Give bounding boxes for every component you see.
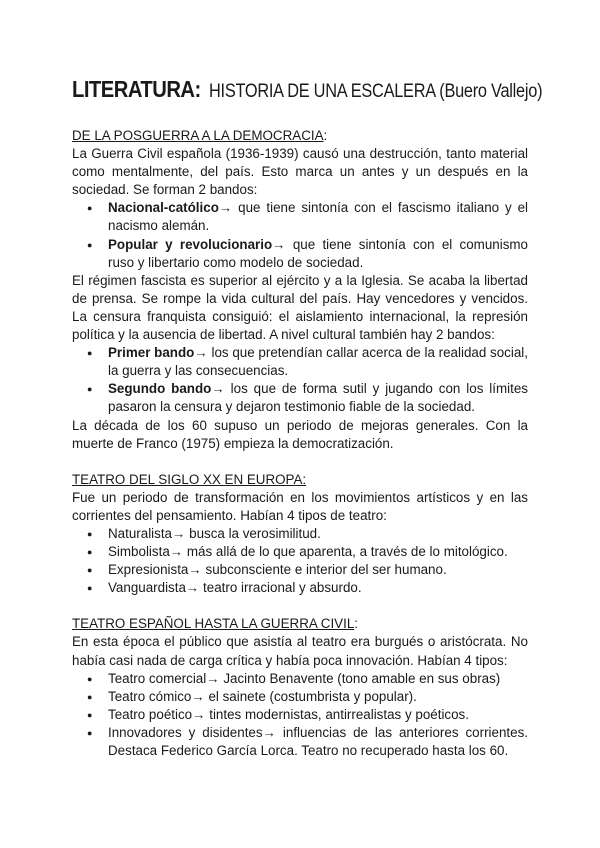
bullet-list: [72, 199, 528, 271]
item-text: los que de forma sutil y jugando con los límites pasaron la censura y dejaron testimonio fiable de la sociedad.: [108, 381, 528, 415]
bold-term: Primer bando→: [108, 345, 208, 361]
list-item: ● Vanguardista→ teatro irracional y absurdo.: [72, 579, 528, 597]
title-main: LITERATURA:: [72, 76, 201, 102]
list-item: [72, 380, 528, 416]
list-item: [72, 344, 528, 380]
list-item: ● Teatro cómico→ el sainete (costumbrista y popular).: [72, 688, 528, 706]
list-item: ● Innovadores y disidentes→ influencias de las anteriores corrientes. Destaca Federico García Lorca. Teatro no recuperado hasta los 60.: [72, 724, 528, 760]
heading-colon: :: [323, 128, 328, 143]
list-item: ● Expresionista→ subconsciente e interior del ser humano.: [72, 561, 528, 579]
bold-term: Popular y revolucionario→: [108, 236, 286, 252]
section-heading-line: [72, 615, 528, 633]
bullet-list: [72, 670, 528, 760]
section-posguerra: [72, 127, 528, 453]
list-item: [72, 236, 528, 272]
title-sub: HISTORIA DE UNA ESCALERA (Buero Vallejo): [208, 81, 542, 102]
bullet-list: [72, 525, 528, 597]
heading-colon: :: [354, 616, 359, 632]
section-heading: TEATRO DEL SIGLO XX EN EUROPA:: [72, 471, 307, 487]
item-text: que tiene sintonía con el fascismo italiano y el nacismo alemán.: [108, 200, 528, 234]
section-teatro-europa: [72, 471, 528, 598]
paragraph: La década de los 60 supuso un periodo de mejoras generales. Con la muerte de Franco (1975) empieza la democratización.: [72, 417, 528, 451]
list-item: ● Teatro comercial→ Jacinto Benavente (tono amable en sus obras): [72, 670, 528, 688]
bullet-list: [72, 344, 528, 416]
bold-term: Segundo bando→: [108, 381, 225, 397]
list-item: [72, 199, 528, 235]
section-heading: TEATRO ESPAÑOL HASTA LA GUERRA CIVIL: [72, 616, 355, 632]
paragraph: En esta época el público que asistía al teatro era burgués o aristócrata. No había casi nada de carga crítica y había poca innovación. Habían 4 tipos:: [72, 634, 528, 668]
document-title: [72, 76, 596, 103]
section-heading-line: [72, 127, 528, 145]
section-teatro-espanol: [72, 615, 528, 760]
list-item: ● Naturalista→ busca la verosimilitud.: [72, 525, 528, 543]
section-heading: DE LA POSGUERRA A LA DEMOCRACIA: [72, 128, 324, 143]
list-item: ● Teatro poético→ tintes modernistas, antirrealistas y poéticos.: [72, 706, 528, 724]
item-text: que tiene sintonía con el comunismo ruso y libertario como modelo de sociedad.: [108, 236, 528, 270]
document-body: [72, 127, 528, 778]
bold-term: Nacional-católico→: [108, 200, 233, 216]
paragraph: La Guerra Civil española (1936-1939) causó una destrucción, tanto material como mentalmente, del país. Esto marca un antes y un después en la sociedad. Se forman 2 bandos:: [72, 146, 528, 198]
list-item: ● Simbolista→ más allá de lo que aparenta, a través de lo mitológico.: [72, 543, 528, 561]
item-text: los que pretendían callar acerca de la realidad social, la guerra y las consecuencias.: [108, 345, 528, 379]
paragraph: El régimen fascista es superior al ejército y a la Iglesia. Se acaba la libertad de prensa. Se rompe la vida cultural del país. Hay vencedores y vencidos. La censura franquista consiguió: el aislamiento internacional, la represión política y la ausencia de libertad. A nivel cultural también hay 2 bandos:: [72, 272, 528, 343]
paragraph: Fue un periodo de transformación en los movimientos artísticos y en las corrientes del pensamiento. Habían 4 tipos de teatro:: [72, 489, 528, 523]
